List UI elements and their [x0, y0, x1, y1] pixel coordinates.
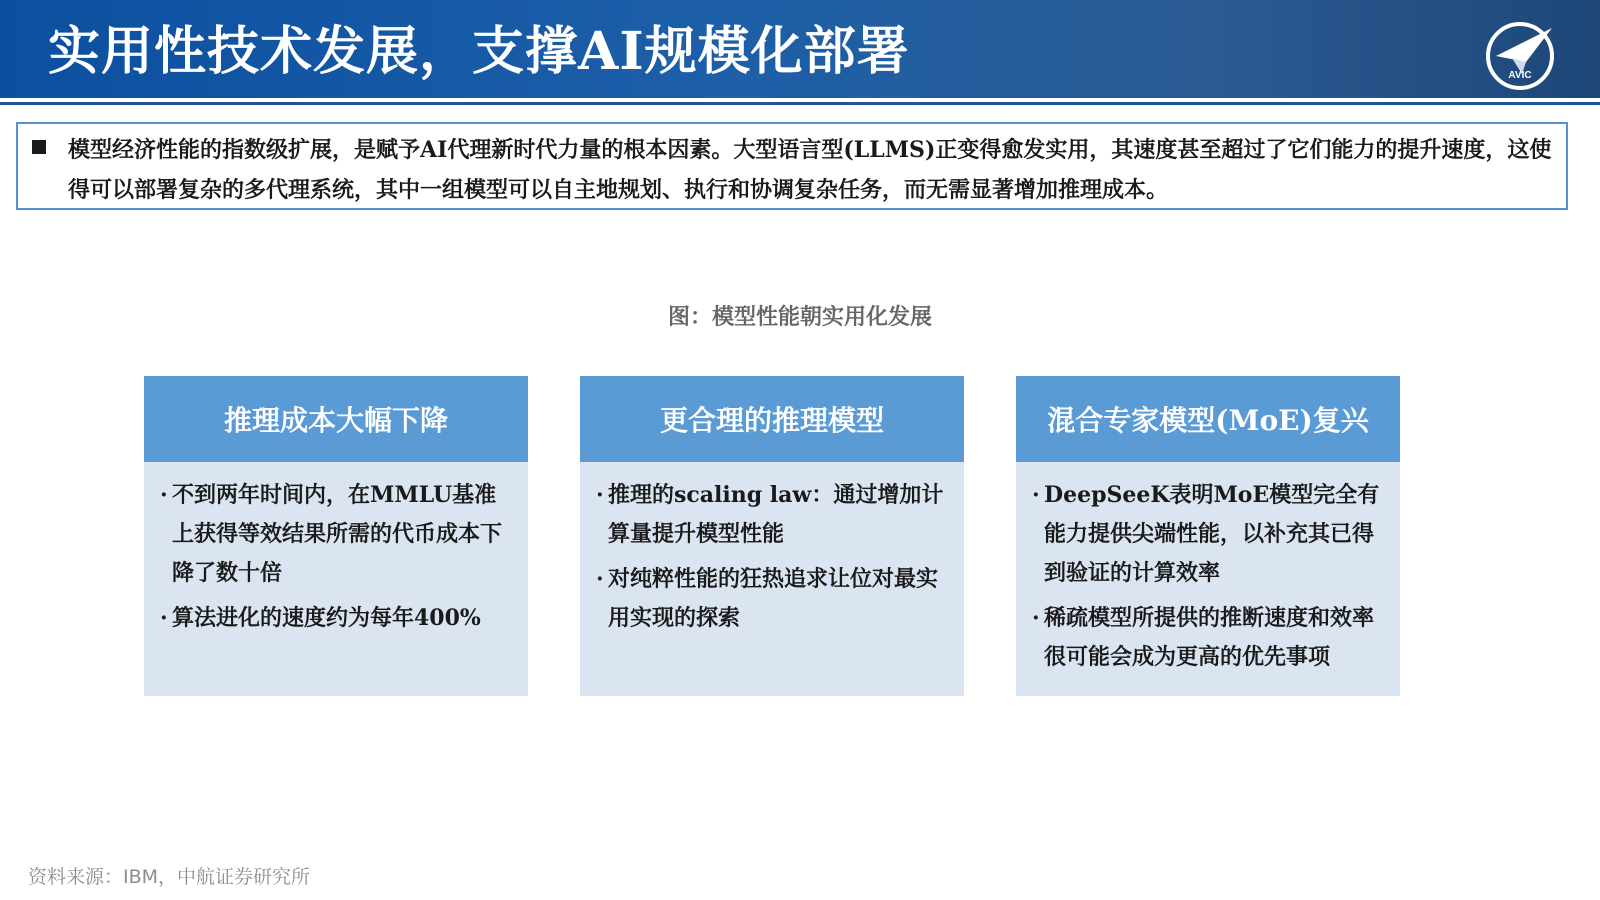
intro-text: 模型经济性能的指数级扩展，是赋予AI代理新时代力量的根本因素。大型语言型(LLMS)正变得愈发实用，其速度甚至超过了它们能力的提升速度，这使得可以部署复杂的多代理系统，其中一组模型可以自主地规划、执行和协调复杂任务，而无需显著增加推理成本。: [68, 137, 1552, 203]
card-item-text: 对纯粹性能的狂热追求让位对最实用实现的探索: [608, 566, 939, 631]
figure-caption: 图：模型性能朝实用化发展: [667, 304, 932, 330]
card-item-text: 不到两年时间内，在MMLU基准上获得等效结果所需的代币成本下降了数十倍: [172, 482, 503, 586]
card-title: 推理成本大幅下降: [144, 376, 528, 462]
bullet-dot: ·: [160, 605, 168, 631]
card-item-text: 算法进化的速度约为每年400%: [172, 605, 481, 631]
bullet-dot: ·: [596, 482, 604, 508]
card-body: [1032, 476, 1388, 683]
card-list-item: [160, 599, 516, 638]
card-inference-cost: [144, 376, 528, 696]
header-banner: [0, 0, 1600, 98]
card-body: [160, 476, 516, 644]
card-title: 更合理的推理模型: [580, 376, 964, 462]
bullet-dot: ·: [596, 566, 604, 592]
card-list-item: [1032, 599, 1388, 677]
avic-logo-icon: [1482, 16, 1558, 92]
square-bullet-icon: [32, 140, 46, 154]
logo-text: AVIC: [1508, 70, 1532, 81]
bullet-dot: ·: [160, 482, 168, 508]
card-list-item: [596, 560, 952, 638]
bullet-dot: ·: [1032, 605, 1040, 631]
intro-box: [16, 122, 1568, 210]
header-divider-blue: [0, 102, 1600, 105]
card-list-item: [596, 476, 952, 554]
card-item-text: 稀疏模型所提供的推断速度和效率很可能会成为更高的优先事项: [1044, 605, 1375, 670]
card-reasoning-model: [580, 376, 964, 696]
card-moe-revival: [1016, 376, 1400, 696]
bullet-dot: ·: [1032, 482, 1040, 508]
card-body: [596, 476, 952, 644]
card-item-text: 推理的scaling law：通过增加计算量提升模型性能: [608, 482, 944, 547]
card-item-text: DeepSeeK表明MoE模型完全有能力提供尖端性能，以补充其已得到验证的计算效率: [1044, 482, 1380, 586]
card-title: 混合专家模型(MoE)复兴: [1016, 376, 1400, 462]
source-note: 资料来源：IBM，中航证券研究所: [28, 866, 311, 888]
card-list-item: [160, 476, 516, 593]
page-title: 实用性技术发展，支撑AI规模化部署: [48, 21, 910, 82]
card-list-item: [1032, 476, 1388, 593]
